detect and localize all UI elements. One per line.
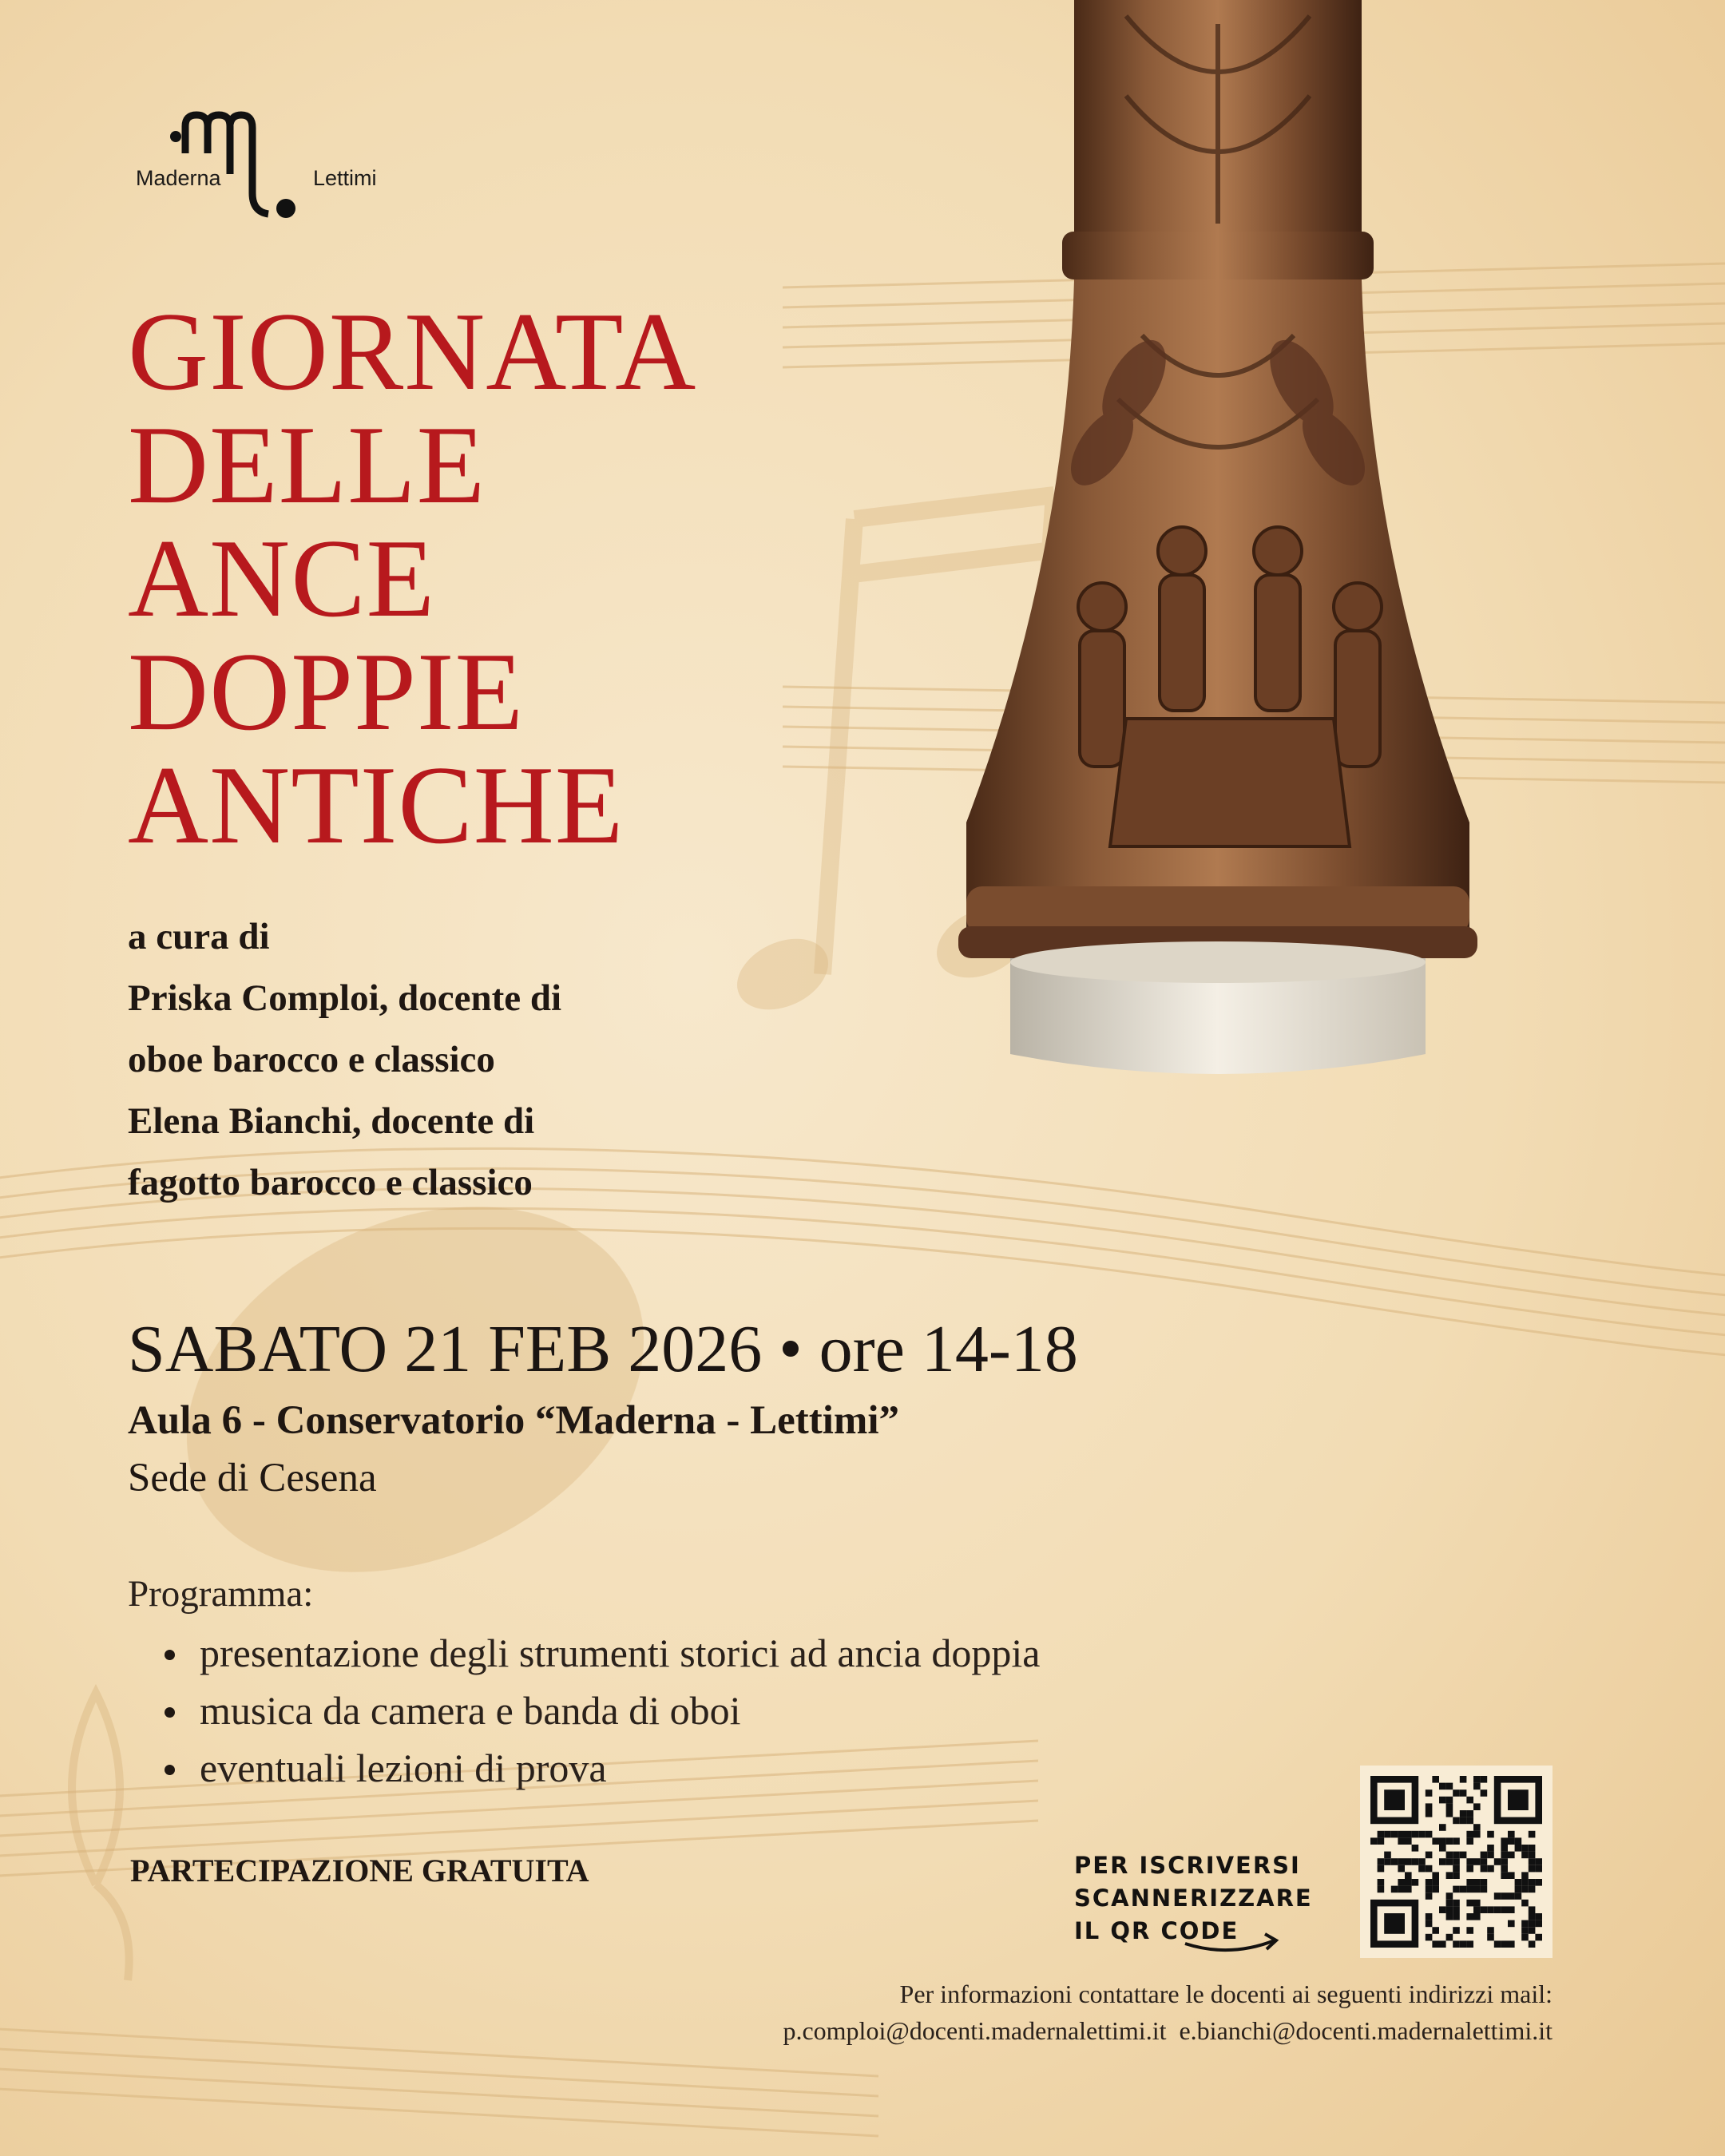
event-title xyxy=(128,290,697,867)
curators-intro: a cura di xyxy=(128,916,270,957)
contact-emails xyxy=(783,2012,1552,2049)
program-item: presentazione degli strumenti storici ad ancia doppia xyxy=(160,1624,1040,1682)
contact-intro: Per informazioni contattare le docenti ai seguenti indirizzi mail: xyxy=(899,1980,1552,2008)
signup-line: SCANNERIZZARE xyxy=(1074,1885,1313,1912)
conservatory-logo xyxy=(120,104,391,232)
program-item: musica da camera e banda di oboi xyxy=(160,1682,1040,1739)
contact-info xyxy=(783,1976,1552,2049)
title-line: ANCE xyxy=(128,517,436,640)
qr-code-icon xyxy=(1370,1776,1542,1948)
oboe-bell-illustration xyxy=(862,0,1581,1166)
program-list xyxy=(160,1624,1040,1797)
arrow-right-icon xyxy=(1182,1926,1286,1958)
logo-word-maderna: Maderna xyxy=(136,166,221,190)
logo-word-lettimi: Lettimi xyxy=(313,166,377,190)
program-item: eventuali lezioni di prova xyxy=(160,1739,1040,1797)
signup-line: PER ISCRIVERSI xyxy=(1074,1852,1301,1879)
title-line: ANTICHE xyxy=(128,743,625,867)
event-location: Sede di Cesena xyxy=(128,1456,377,1500)
email-link-bianchi[interactable]: e.bianchi@docenti.madernalettimi.it xyxy=(1179,2016,1552,2045)
curator-line: oboe barocco e classico xyxy=(128,1039,495,1080)
signup-line: IL QR CODE xyxy=(1074,1917,1239,1944)
title-line: DOPPIE xyxy=(128,630,525,754)
curator-line: Priska Comploi, docente di xyxy=(128,977,562,1019)
curators-block xyxy=(128,906,735,1214)
qr-code[interactable] xyxy=(1360,1766,1552,1958)
event-venue: Aula 6 - Conservatorio “Maderna - Lettimi” xyxy=(128,1398,900,1443)
curator-line: fagotto barocco e classico xyxy=(128,1162,533,1203)
participation-note: PARTECIPAZIONE GRATUITA xyxy=(130,1853,589,1888)
program-label: Programma: xyxy=(128,1573,314,1615)
event-date-time: SABATO 21 FEB 2026 • ore 14-18 xyxy=(128,1312,1078,1386)
title-line: GIORNATA xyxy=(128,290,697,414)
title-line: DELLE xyxy=(128,403,486,527)
curator-line: Elena Bianchi, docente di xyxy=(128,1100,535,1142)
email-link-comploi[interactable]: p.comploi@docenti.madernalettimi.it xyxy=(783,2016,1167,2045)
